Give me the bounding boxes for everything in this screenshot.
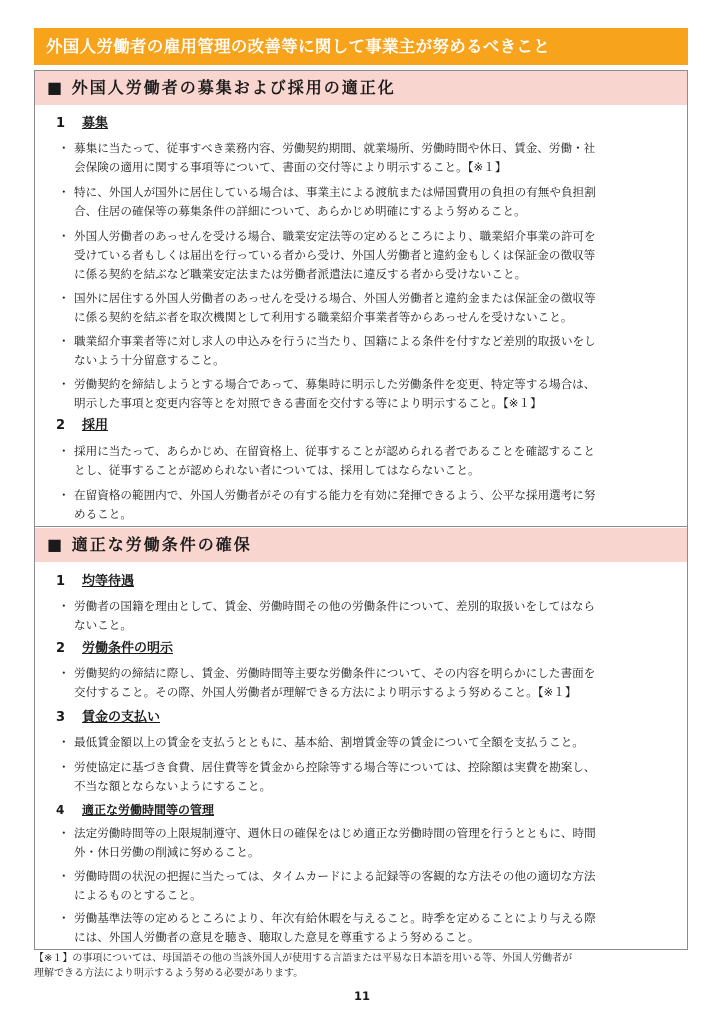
item-line: 外国人労働者のあっせんを受ける場合、職業安定法等の定めるところにより、職業紹介事業の許可を <box>74 229 596 243</box>
item-line: 労使協定に基づき食費、居住費等を賃金から控除等する場合等については、控除額は実費を勘案し、 <box>74 760 596 774</box>
list-item <box>58 486 680 524</box>
subsection-title: 賃金の支払い <box>82 710 161 725</box>
subsection-number: 4 <box>56 803 65 817</box>
page-number: 11 <box>353 989 370 1003</box>
list-item <box>58 909 680 947</box>
list-item <box>58 442 680 480</box>
subsection-heading <box>56 418 108 434</box>
list-item <box>58 597 680 635</box>
subsection-number: 3 <box>56 710 66 725</box>
section-heading-working-conditions: ■ 適正な労働条件の確保 <box>35 528 687 562</box>
footnote <box>34 952 694 981</box>
bullet: ・ <box>58 377 70 391</box>
item-line: とし、従事することが認められない者については、採用してはならないこと。 <box>74 462 480 477</box>
bullet: ・ <box>58 666 70 680</box>
list-item <box>58 289 680 327</box>
subsection-heading <box>56 641 173 657</box>
item-line: 受けている者もしくは届出を行っている者から受け、外国人労働者と違約金もしくは保証金の徴収等 <box>74 247 596 262</box>
bullet: ・ <box>58 911 70 925</box>
item-line: 特に、外国人が国外に居住している場合は、事業主による渡航または帰国費用の負担の有無や負担割 <box>74 185 596 199</box>
subsection-title: 採用 <box>82 418 109 433</box>
bullet: ・ <box>58 760 70 774</box>
item-line: 労働契約の締結に際し、賃金、労働時間等主要な労働条件について、その内容を明らかにした書面を <box>74 666 596 680</box>
item-line: 募集に当たって、従事すべき業務内容、労働契約期間、就業場所、労働時間や休日、賃金、労働・社 <box>74 141 596 155</box>
item-line: 明示した事項と変更内容等とを対照できる書面を交付する等により明示すること。【※１】 <box>74 395 542 410</box>
subsection-number: 1 <box>56 116 66 131</box>
list-item <box>58 664 680 702</box>
list-item <box>58 375 680 413</box>
subsection-number: 2 <box>56 641 66 656</box>
list-item <box>58 867 680 905</box>
item-line: 外・休日労働の削減に努めること。 <box>74 844 260 859</box>
item-line: めること。 <box>74 506 132 521</box>
item-line: 国外に居住する外国人労働者のあっせんを受ける場合、外国人労働者と違約金または保証金の徴収等 <box>74 291 596 305</box>
item-line: 最低賃金額以上の賃金を支払うとともに、基本給、割増賃金等の賃金について全額を支払うこと。 <box>74 735 584 749</box>
bullet: ・ <box>58 444 70 458</box>
list-item <box>58 758 680 796</box>
item-line: によるものとすること。 <box>74 887 202 902</box>
subsection-title: 適正な労働時間等の管理 <box>82 803 215 817</box>
subsection-title: 均等待遇 <box>82 574 135 589</box>
bullet: ・ <box>58 599 70 613</box>
section-divider <box>35 526 687 527</box>
item-line: に係る契約を結ぶ者を取次機関として利用する職業紹介事業者等からあっせんを受けないこと。 <box>74 309 573 324</box>
subsection-heading <box>56 710 160 726</box>
item-line: 採用に当たって、あらかじめ、在留資格上、従事することが認められる者であることを確認すること <box>74 444 596 458</box>
item-line: 合、住居の確保等の募集条件の詳細について、あらかじめ明確にするよう努めること。 <box>74 203 526 218</box>
footnote-line: 理解できる方法により明示するよう努める必要があります。 <box>34 967 304 979</box>
bullet: ・ <box>58 735 70 749</box>
item-line: 在留資格の範囲内で、外国人労働者がその有する能力を有効に発揮できるよう、公平な採用選考に努 <box>74 488 596 502</box>
subsection-heading <box>56 116 108 132</box>
item-line: 労働基準法等の定めるところにより、年次有給休暇を与えること。時季を定めることにより与える際 <box>74 911 596 925</box>
subsection-title: 労働条件の明示 <box>82 641 174 656</box>
bullet: ・ <box>58 229 70 243</box>
bullet: ・ <box>58 488 70 502</box>
subsection-heading <box>56 574 134 590</box>
bullet: ・ <box>58 141 70 155</box>
bullet: ・ <box>58 291 70 305</box>
item-line: ないこと。 <box>74 617 132 632</box>
list-item <box>58 139 680 177</box>
bullet: ・ <box>58 334 70 348</box>
item-line: 労働時間の状況の把握に当たっては、タイムカードによる記録等の客観的な方法その他の適切な方法 <box>74 869 596 883</box>
item-line: に係る契約を結ぶなど職業安定法または労働者派遣法に違反する者から受けないこと。 <box>74 266 527 281</box>
bullet: ・ <box>58 869 70 883</box>
list-item <box>58 227 680 283</box>
item-line: 職業紹介事業者等に対し求人の申込みを行うに当たり、国籍による条件を付すなど差別的取扱いをし <box>74 334 596 348</box>
list-item <box>58 824 680 862</box>
list-item <box>58 183 680 221</box>
list-item <box>58 332 680 370</box>
subsection-title: 募集 <box>82 116 109 131</box>
item-line: 労働契約を締結しようとする場合であって、募集時に明示した労働条件を変更、特定等する場合は、 <box>74 377 596 391</box>
subsection-number: 2 <box>56 418 66 433</box>
bullet: ・ <box>58 185 70 199</box>
subsection-heading <box>56 802 214 818</box>
footnote-line: 【※１】の事項については、母国語その他の当該外国人が使用する言語または平易な日本語を用いる等、外国人労働者が <box>34 953 573 964</box>
item-line: 不当な額とならないようにすること。 <box>74 778 272 793</box>
item-line: ないよう十分留意すること。 <box>74 352 225 367</box>
item-line: 会保険の適用に関する事項等について、書面の交付等により明示すること。【※１】 <box>74 159 507 174</box>
page-title: 外国人労働者の雇用管理の改善等に関して事業主が努めるべきこと <box>34 28 688 65</box>
item-line: には、外国人労働者の意見を聴き、聴取した意見を尊重するよう努めること。 <box>74 929 480 944</box>
item-line: 法定労働時間等の上限規制遵守、週休日の確保をはじめ適正な労働時間の管理を行うとともに、時間 <box>74 826 596 840</box>
item-line: 交付すること。その際、外国人労働者が理解できる方法により明示するよう努めること。【※１】 <box>74 684 577 699</box>
bullet: ・ <box>58 826 70 840</box>
section-heading-recruitment: ■ 外国人労働者の募集および採用の適正化 <box>35 71 687 105</box>
list-item <box>58 733 680 752</box>
item-line: 労働者の国籍を理由として、賃金、労働時間その他の労働条件について、差別的取扱いをしてはなら <box>74 599 596 613</box>
subsection-number: 1 <box>56 574 66 589</box>
